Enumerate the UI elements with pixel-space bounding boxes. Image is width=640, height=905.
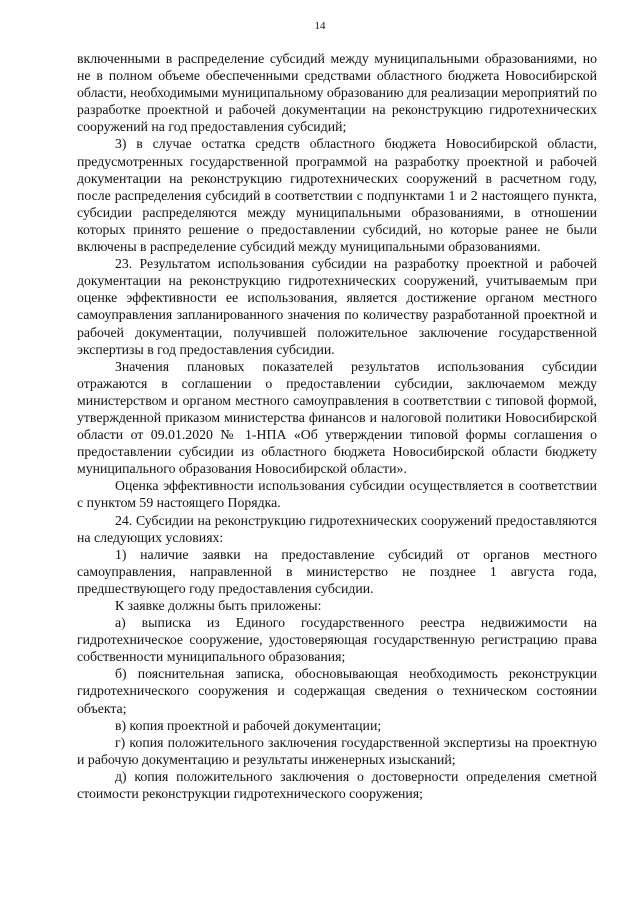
paragraph: д) копия положительного заключения о достоверности определения сметной стоимости реконструкции гидротехнического сооружения; <box>77 768 597 802</box>
paragraph: включенными в распределение субсидий между муниципальными образованиями, но не в полном объеме обеспеченными средствами областного бюджета Новосибирской области, необходимыми муниципальному образованию для реализации мероприятий по разработке проектной и рабочей документации на реконструкцию гидротехнических сооружений на год предоставления субсидий; <box>77 51 597 135</box>
paragraph: 23. Результатом использования субсидии на разработку проектной и рабочей документации на реконструкцию гидротехнических сооружений, учитываемым при оценке эффективности ее использования, является достижение органом местного самоуправления запланированного значения по количеству разработанной проектной и рабочей документации, получившей положительное заключение государственной экспертизы в год предоставления субсидии. <box>77 256 597 357</box>
paragraph: К заявке должны быть приложены: <box>115 598 322 613</box>
paragraph: а) выписка из Единого государственного реестра недвижимости на гидротехническое сооружение, удостоверяющая государственную регистрацию права собственности муниципального образования; <box>77 615 597 665</box>
page-number: 14 <box>314 20 326 32</box>
paragraph: Оценка эффективности использования субсидии осуществляется в соответствии с пунктом 59 настоящего Порядка. <box>77 478 597 511</box>
paragraph: 1) наличие заявки на предоставление субсидий от органов местного самоуправления, направленной в министерство не позднее 1 августа года, предшествующего году предоставления субсидии. <box>77 546 597 596</box>
paragraph: в) копия проектной и рабочей документации; <box>115 717 382 733</box>
paragraph: Значения плановых показателей результатов использования субсидии отражаются в соглашении о предоставлении субсидии, заключаемом между министерством и органом местного самоуправления в соответствии с типовой формой, утвержденной приказом министерства финансов и налоговой политики Новосибирской области от 09.01.2020 № 1-НПА «Об утверждении типовой формы соглашения о предоставлении субсидии из областного бюджета Новосибирской области бюджету муниципального образования Новосибирской области». <box>77 358 597 477</box>
paragraph: г) копия положительного заключения государственной экспертизы на проектную и рабочую документацию и результаты инженерных изысканий; <box>77 734 597 767</box>
paragraph: б) пояснительная записка, обосновывающая необходимость реконструкции гидротехнического сооружения и содержащая сведения о техническом состоянии объекта; <box>77 666 597 716</box>
paragraph: 3) в случае остатка средств областного бюджета Новосибирской области, предусмотренных государственной программой на разработку проектной и рабочей документации на реконструкцию гидротехнических сооружений в расчетном году, после распределения субсидий в соответствии с подпунктами 1 и 2 настоящего пункта, субсидии распределяются между муниципальными образованиями, в отношении которых принято решение о предоставлении субсидий, но которые ранее не были включены в распределение субсидий между муниципальными образованиями. <box>77 136 597 255</box>
document-body <box>77 50 597 802</box>
paragraph: 24. Субсидии на реконструкцию гидротехнических сооружений предоставляются на следующих условиях: <box>77 512 597 545</box>
